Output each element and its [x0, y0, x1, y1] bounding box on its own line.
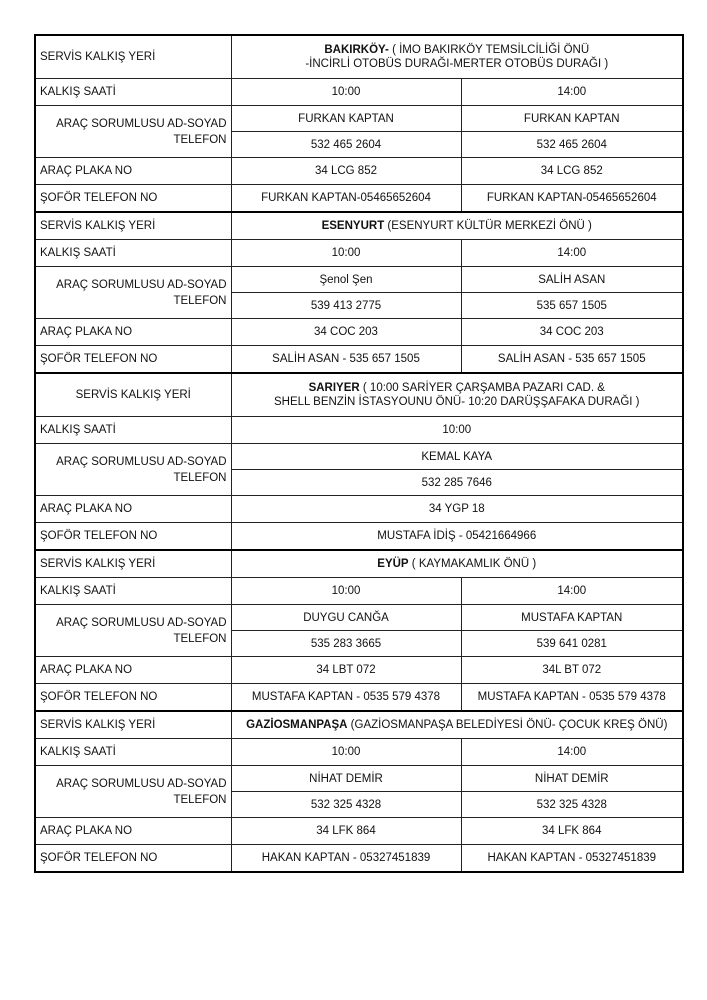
plate-label: ARAÇ PLAKA NO — [35, 158, 231, 185]
departure-time-label: KALKIŞ SAATİ — [35, 79, 231, 106]
departure-time-value: 14:00 — [461, 578, 683, 605]
departure-place-label: SERVİS KALKIŞ YERİ — [35, 35, 231, 79]
driver-phone-value: MUSTAFA KAPTAN - 0535 579 4378 — [461, 684, 683, 712]
phone-label: TELEFON — [173, 793, 227, 806]
departure-place-label: SERVİS KALKIŞ YERİ — [35, 711, 231, 739]
responsible-name: MUSTAFA KAPTAN — [461, 605, 683, 631]
departure-place-row — [35, 212, 683, 240]
departure-time-label: KALKIŞ SAATİ — [35, 240, 231, 267]
driver-phone-label: ŞOFÖR TELEFON NO — [35, 845, 231, 873]
driver-phone-value: SALİH ASAN - 535 657 1505 — [231, 346, 461, 374]
phone-label: TELEFON — [173, 632, 227, 645]
responsible-label-cell — [35, 605, 231, 657]
departure-place-row — [35, 373, 683, 417]
place-name: EYÜP — [377, 558, 409, 570]
place-detail: (ESENYURT KÜLTÜR MERKEZİ ÖNÜ ) — [384, 220, 592, 232]
departure-place-label: SERVİS KALKIŞ YERİ — [35, 212, 231, 240]
driver-phone-row — [35, 523, 683, 551]
responsible-phone: 539 413 2775 — [231, 293, 461, 319]
responsible-name-row — [35, 444, 683, 470]
plate-row — [35, 319, 683, 346]
responsible-label-cell — [35, 444, 231, 496]
place-name: ESENYURT — [321, 220, 385, 232]
departure-time-row — [35, 240, 683, 267]
departure-time-row — [35, 739, 683, 766]
departure-time-value: 10:00 — [231, 240, 461, 267]
driver-phone-value: MUSTAFA İDİŞ - 05421664966 — [231, 523, 683, 551]
responsible-name: NİHAT DEMİR — [231, 766, 461, 792]
place-detail: ( İMO BAKIRKÖY TEMSİLCİLİĞİ ÖNÜ — [388, 44, 590, 56]
driver-phone-value: FURKAN KAPTAN-05465652604 — [461, 185, 683, 213]
driver-phone-row — [35, 185, 683, 213]
plate-label: ARAÇ PLAKA NO — [35, 319, 231, 346]
driver-phone-row — [35, 845, 683, 873]
driver-phone-value: FURKAN KAPTAN-05465652604 — [231, 185, 461, 213]
departure-time-value: 10:00 — [231, 79, 461, 106]
plate-value: 34 LBT 072 — [231, 657, 461, 684]
plate-label: ARAÇ PLAKA NO — [35, 657, 231, 684]
departure-time-label: KALKIŞ SAATİ — [35, 417, 231, 444]
plate-value: 34 YGP 18 — [231, 496, 683, 523]
driver-phone-value: HAKAN KAPTAN - 05327451839 — [231, 845, 461, 873]
departure-place-value — [231, 35, 683, 79]
plate-row — [35, 818, 683, 845]
responsible-name-row — [35, 766, 683, 792]
departure-place-value — [231, 373, 683, 417]
responsible-name-row — [35, 106, 683, 132]
phone-label: TELEFON — [173, 471, 227, 484]
departure-time-label: KALKIŞ SAATİ — [35, 739, 231, 766]
departure-time-value: 10:00 — [231, 417, 683, 444]
responsible-name: SALİH ASAN — [461, 267, 683, 293]
responsible-phone: 535 283 3665 — [231, 631, 461, 657]
departure-place-row — [35, 711, 683, 739]
responsible-name: NİHAT DEMİR — [461, 766, 683, 792]
place-detail-line2: SHELL BENZİN İSTASYOUNU ÖNÜ- 10:20 DARÜŞŞAFAKA DURAĞI ) — [273, 396, 640, 408]
departure-place-value — [231, 711, 683, 739]
departure-time-value: 14:00 — [461, 739, 683, 766]
responsible-label: ARAÇ SORUMLUSU AD-SOYAD — [56, 616, 227, 629]
responsible-phone: 532 325 4328 — [231, 792, 461, 818]
departure-time-label: KALKIŞ SAATİ — [35, 578, 231, 605]
departure-time-row — [35, 79, 683, 106]
place-name: SARIYER — [308, 382, 360, 394]
responsible-name-row — [35, 605, 683, 631]
phone-label: TELEFON — [173, 294, 227, 307]
plate-value: 34L BT 072 — [461, 657, 683, 684]
responsible-name: DUYGU CANĞA — [231, 605, 461, 631]
responsible-label-cell — [35, 106, 231, 158]
driver-phone-row — [35, 684, 683, 712]
shuttle-schedule-table — [34, 34, 684, 873]
driver-phone-label: ŞOFÖR TELEFON NO — [35, 523, 231, 551]
responsible-phone: 532 465 2604 — [231, 132, 461, 158]
plate-value: 34 COC 203 — [461, 319, 683, 346]
departure-time-row — [35, 578, 683, 605]
driver-phone-value: HAKAN KAPTAN - 05327451839 — [461, 845, 683, 873]
plate-row — [35, 657, 683, 684]
responsible-label: ARAÇ SORUMLUSU AD-SOYAD — [56, 455, 227, 468]
plate-value: 34 LFK 864 — [231, 818, 461, 845]
plate-value: 34 LFK 864 — [461, 818, 683, 845]
phone-label: TELEFON — [173, 133, 227, 146]
departure-place-value — [231, 212, 683, 240]
responsible-name-row — [35, 267, 683, 293]
driver-phone-label: ŞOFÖR TELEFON NO — [35, 346, 231, 374]
departure-place-label: SERVİS KALKIŞ YERİ — [35, 373, 231, 417]
responsible-phone: 539 641 0281 — [461, 631, 683, 657]
plate-label: ARAÇ PLAKA NO — [35, 496, 231, 523]
departure-time-value: 10:00 — [231, 578, 461, 605]
responsible-label: ARAÇ SORUMLUSU AD-SOYAD — [56, 278, 227, 291]
responsible-phone: 532 465 2604 — [461, 132, 683, 158]
plate-row — [35, 158, 683, 185]
responsible-phone: 532 285 7646 — [231, 470, 683, 496]
plate-value: 34 COC 203 — [231, 319, 461, 346]
place-detail: (GAZİOSMANPAŞA BELEDİYESİ ÖNÜ- ÇOCUK KREŞ ÖNÜ) — [347, 719, 668, 731]
place-detail-line2: -İNCİRLİ OTOBÜS DURAĞI-MERTER OTOBÜS DURAĞI ) — [305, 58, 609, 70]
driver-phone-value: SALİH ASAN - 535 657 1505 — [461, 346, 683, 374]
plate-label: ARAÇ PLAKA NO — [35, 818, 231, 845]
departure-place-row — [35, 550, 683, 578]
responsible-name: Şenol Şen — [231, 267, 461, 293]
driver-phone-value: MUSTAFA KAPTAN - 0535 579 4378 — [231, 684, 461, 712]
responsible-label: ARAÇ SORUMLUSU AD-SOYAD — [56, 117, 227, 130]
departure-time-value: 14:00 — [461, 240, 683, 267]
responsible-label-cell — [35, 267, 231, 319]
departure-place-label: SERVİS KALKIŞ YERİ — [35, 550, 231, 578]
departure-place-value — [231, 550, 683, 578]
place-name: BAKIRKÖY- — [324, 44, 389, 56]
responsible-name: FURKAN KAPTAN — [461, 106, 683, 132]
driver-phone-label: ŞOFÖR TELEFON NO — [35, 684, 231, 712]
place-detail: ( KAYMAKAMLIK ÖNÜ ) — [408, 558, 537, 570]
departure-time-value: 14:00 — [461, 79, 683, 106]
place-name: GAZİOSMANPAŞA — [246, 719, 348, 731]
responsible-phone: 535 657 1505 — [461, 293, 683, 319]
place-detail: ( 10:00 SARİYER ÇARŞAMBA PAZARI CAD. & — [359, 382, 605, 394]
responsible-name: KEMAL KAYA — [231, 444, 683, 470]
driver-phone-label: ŞOFÖR TELEFON NO — [35, 185, 231, 213]
plate-row — [35, 496, 683, 523]
responsible-label-cell — [35, 766, 231, 818]
departure-place-row — [35, 35, 683, 79]
responsible-label: ARAÇ SORUMLUSU AD-SOYAD — [56, 777, 227, 790]
plate-value: 34 LCG 852 — [461, 158, 683, 185]
plate-value: 34 LCG 852 — [231, 158, 461, 185]
departure-time-row — [35, 417, 683, 444]
departure-time-value: 10:00 — [231, 739, 461, 766]
responsible-phone: 532 325 4328 — [461, 792, 683, 818]
responsible-name: FURKAN KAPTAN — [231, 106, 461, 132]
driver-phone-row — [35, 346, 683, 374]
